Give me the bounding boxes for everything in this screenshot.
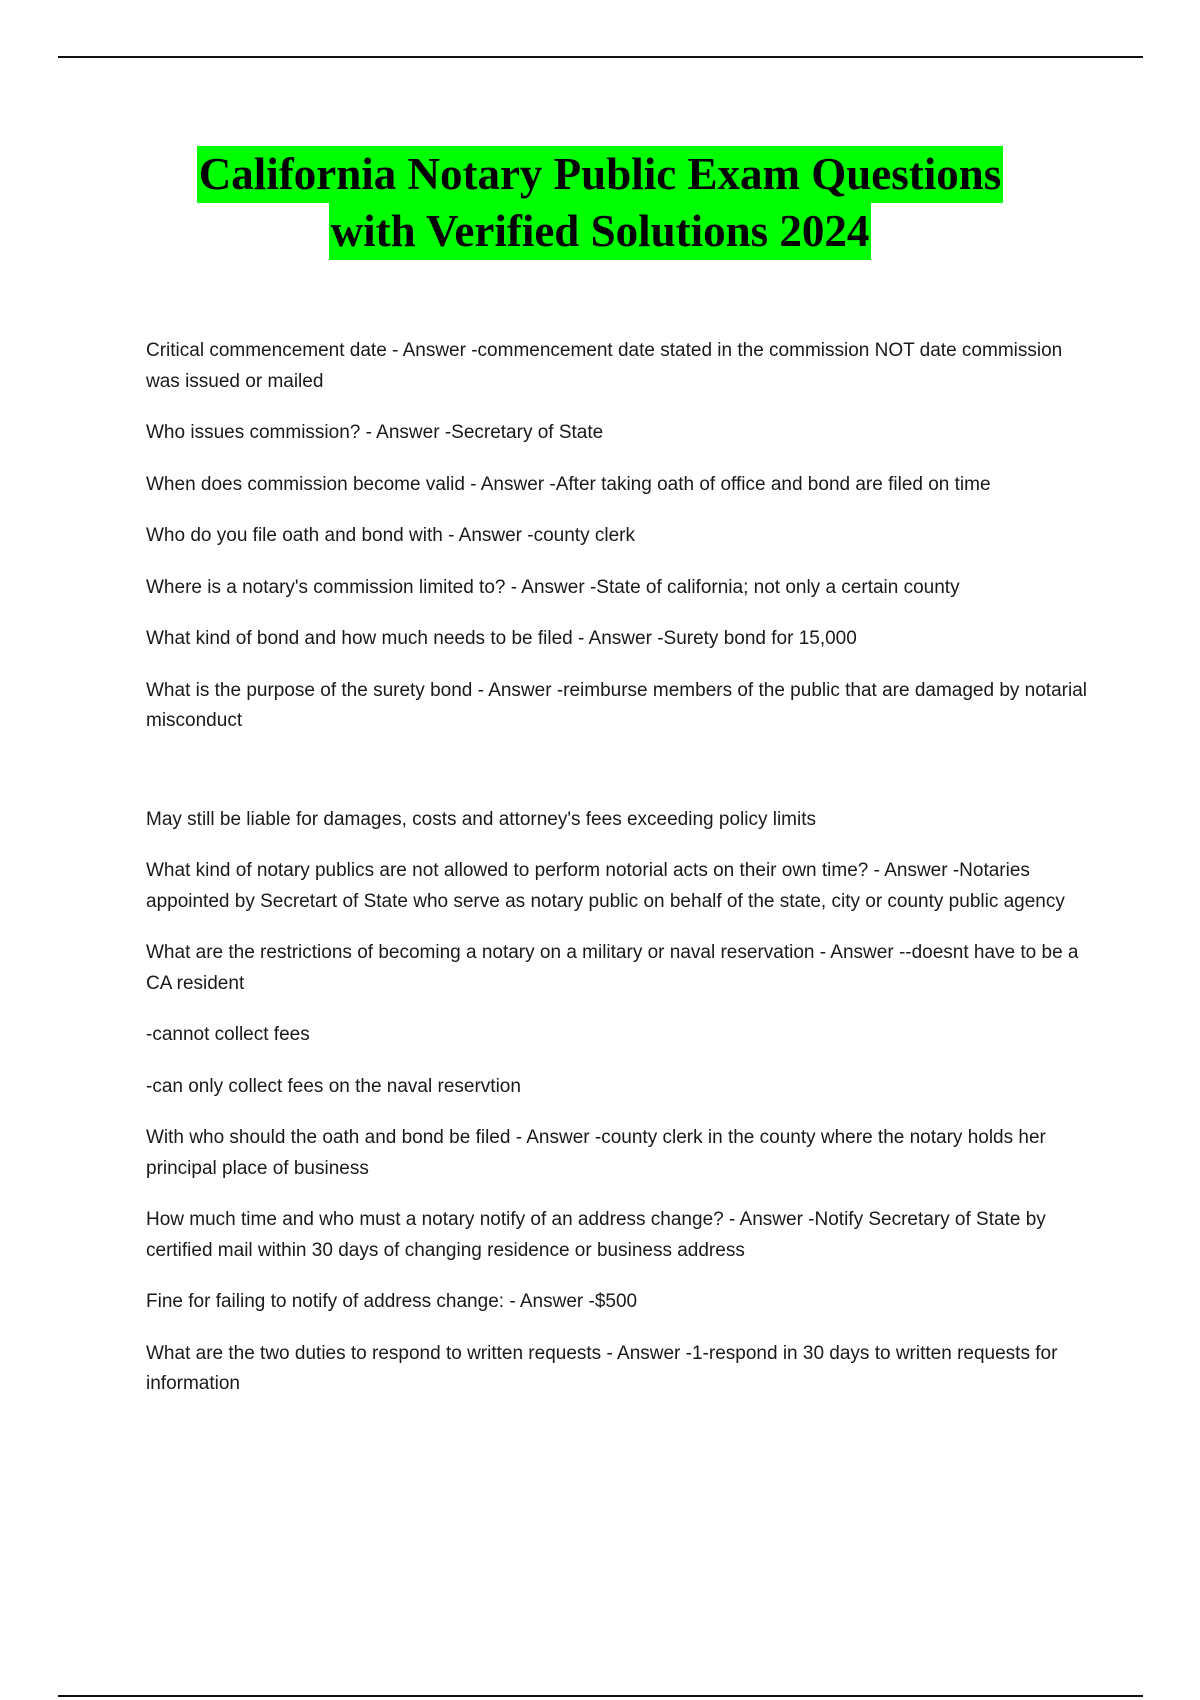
bottom-rule: [58, 1695, 1143, 1697]
title-line-1: California Notary Public Exam Questions: [197, 146, 1004, 203]
page-title: [0, 146, 1200, 260]
qa-paragraph: Critical commencement date - Answer -commencement date stated in the commission NOT date commission was issued or mailed: [146, 340, 1063, 392]
qa-paragraph: Who do you file oath and bond with - Answer -county clerk: [146, 525, 635, 546]
answer-continuation: -can only collect fees on the naval reservtion: [146, 1075, 521, 1097]
title-line-2: with Verified Solutions 2024: [329, 203, 872, 260]
qa-paragraph: What is the purpose of the surety bond - Answer -reimburse members of the public that are damaged by notarial misconduct: [146, 679, 1087, 731]
qa-paragraph: When does commission become valid - Answer -After taking oath of office and bond are filed on time: [146, 473, 991, 495]
answer-continuation: -cannot collect fees: [146, 1024, 310, 1045]
document-body: [146, 336, 1092, 1421]
qa-paragraph: Where is a notary's commission limited to? - Answer -State of california; not only a certain county: [146, 576, 960, 598]
qa-paragraph: What kind of bond and how much needs to be filed - Answer -Surety bond for 15,000: [146, 628, 857, 649]
qa-paragraph: Who issues commission? - Answer -Secretary of State: [146, 422, 604, 443]
qa-paragraph: What are the restrictions of becoming a notary on a military or naval reservation - Answer --doesnt have to be a CA resident: [146, 942, 1079, 994]
top-rule: [58, 56, 1143, 58]
qa-paragraph: What kind of notary publics are not allowed to perform notorial acts on their own time? - Answer -Notaries appointed by Secretart of State who serve as notary public on behalf of the state, city or county public agency: [146, 860, 1065, 912]
qa-paragraph: Fine for failing to notify of address change: - Answer -$500: [146, 1291, 638, 1312]
qa-paragraph: With who should the oath and bond be filed - Answer -county clerk in the county where the notary holds her principal place of business: [146, 1127, 1046, 1179]
qa-paragraph: How much time and who must a notary notify of an address change? - Answer -Notify Secretary of State by certified mail within 30 days of changing residence or business address: [146, 1209, 1046, 1261]
qa-paragraph: What are the two duties to respond to written requests - Answer -1-respond in 30 days to written requests for information: [146, 1342, 1058, 1394]
note-paragraph: May still be liable for damages, costs and attorney's fees exceeding policy limits: [146, 808, 817, 830]
